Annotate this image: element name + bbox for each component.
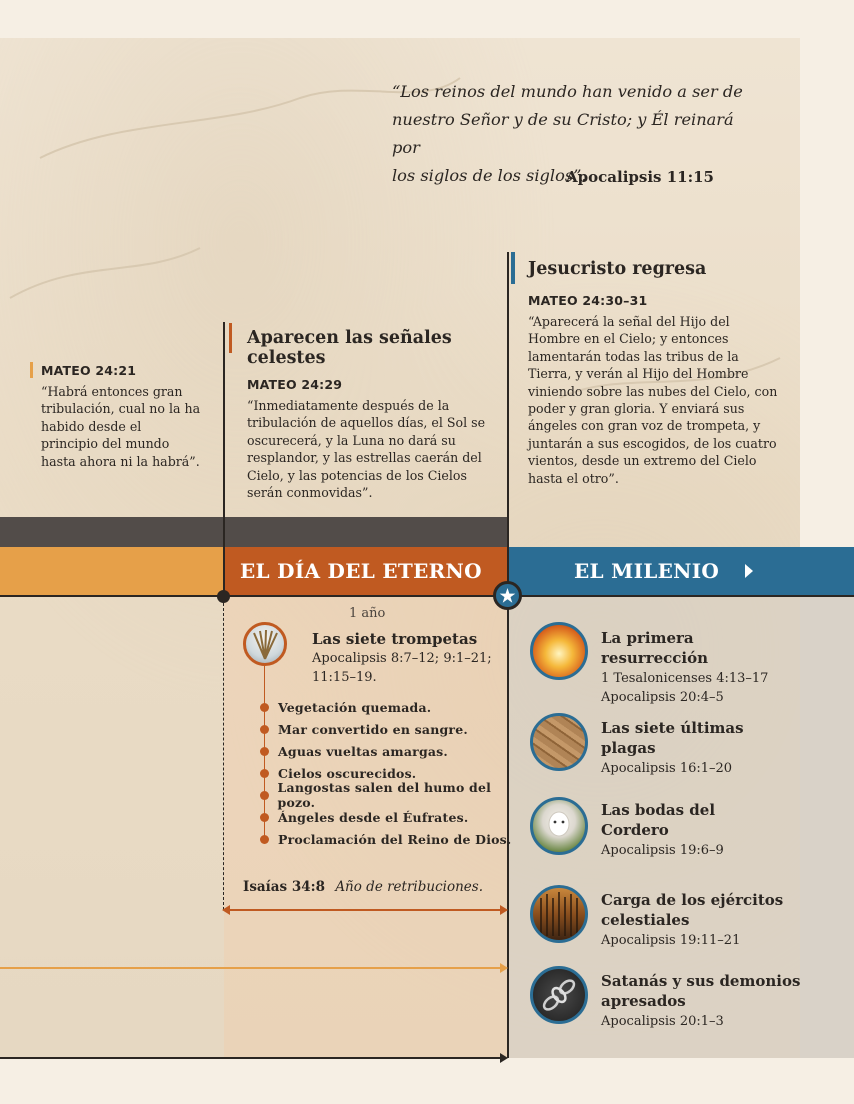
footer-ref: Isaías 34:8 <box>243 879 326 895</box>
millennium-panel-edge <box>800 595 854 1058</box>
bullet-icon <box>260 703 269 712</box>
list-item: Vegetación quemada. <box>260 696 520 718</box>
mid-heading: Aparecen las señales celestes <box>247 328 452 368</box>
right-accent-bar <box>511 252 515 284</box>
list-item: Langostas salen del humo del pozo. <box>260 784 520 806</box>
millennium-label: EL MILENIO <box>574 559 720 583</box>
quote-line: los siglos de los siglos”. <box>392 166 587 185</box>
bullet-icon <box>260 791 269 800</box>
right-ref: MATEO 24:30–31 <box>528 293 648 308</box>
right-heading: Jesucristo regresa <box>528 259 707 279</box>
chevron-right-icon <box>743 563 755 579</box>
list-item: Proclamación del Reino de Dios. <box>260 828 520 850</box>
millennium-item-refs: Apocalipsis 19:6–9 <box>601 843 724 858</box>
trumpets-refs: Apocalipsis 8:7–12; 9:1–21; 11:15–19. <box>312 651 492 685</box>
timeline-marker-right <box>507 252 509 1058</box>
millennium-item-refs: 1 Tesalonicenses 4:13–17 Apocalipsis 20:4–5 <box>601 671 769 705</box>
timeline-axis <box>0 595 854 597</box>
timeline-dark-band <box>0 517 508 547</box>
timeline-marker-mid <box>223 322 225 598</box>
list-item: Aguas vueltas amargas. <box>260 740 520 762</box>
bullet-icon <box>260 747 269 756</box>
lamb-icon <box>530 797 588 855</box>
millennium-item-refs: Apocalipsis 19:11–21 <box>601 933 741 948</box>
millennium-item-title: Las bodas del Cordero <box>601 801 716 839</box>
day-of-lord-label: EL DÍA DEL ETERNO <box>240 559 482 583</box>
day-of-lord-band <box>224 547 508 595</box>
trumpets-list <box>260 696 520 850</box>
millennium-item-title: Satanás y sus demonios apresados <box>601 972 801 1010</box>
star-icon <box>493 581 522 610</box>
millennium-item-refs: Apocalipsis 20:1–3 <box>601 1014 724 1029</box>
tribulation-span-arrow <box>0 961 510 975</box>
quote-line: “Los reinos del mundo han venido a ser de <box>392 82 743 101</box>
bottom-span-arrow <box>0 1051 510 1065</box>
list-item: Ángeles desde el Éufrates. <box>260 806 520 828</box>
quote-line: nuestro Señor y de su Cristo; y Él reinará por <box>392 110 734 157</box>
trumpets-icon <box>243 622 287 666</box>
left-ref: MATEO 24:21 <box>41 363 137 378</box>
right-body: “Aparecerá la señal del Hijo del Hombre en el Cielo; y entonces lamentarán todas las tribus de la Tierra, y verán al Hijo del Hombre viniendo sobre las nubes del Cielo, con poder y gran gloria. Y enviará sus ángeles con gran voz de trompeta, y juntarán a sus escogidos, de los cuatro vientos, desde un extremo del Cielo hasta el otro”. <box>528 314 778 486</box>
quote-reference: Apocalipsis 11:15 <box>566 168 714 186</box>
mid-accent-bar <box>229 323 232 353</box>
trumpets-title: Las siete trompetas <box>312 630 478 648</box>
trumpets-footer <box>243 879 483 895</box>
year-span-arrow <box>222 903 510 917</box>
mid-body: “Inmediatamente después de la tribulación de aquellos días, el Sol se oscurecerá, y la Luna no dará su resplandor, y las estrellas caerán del Cielo, y las potencias de los Cielos serán conmovidas”. <box>247 398 486 501</box>
left-accent-bar <box>30 362 33 378</box>
footer-text: Año de retribuciones. <box>335 879 483 895</box>
fire-light-icon <box>530 622 588 680</box>
millennium-item-refs: Apocalipsis 16:1–20 <box>601 761 733 776</box>
bullet-icon <box>260 769 269 778</box>
bullet-icon <box>260 813 269 822</box>
year-bracket-line <box>223 598 224 910</box>
bullet-icon <box>260 725 269 734</box>
chain-icon <box>530 966 588 1024</box>
mid-ref: MATEO 24:29 <box>247 377 343 392</box>
millennium-item-title: Carga de los ejércitos celestiales <box>601 891 784 929</box>
list-item: Cielos oscurecidos. <box>260 762 520 784</box>
millennium-band[interactable] <box>508 547 854 595</box>
left-body: “Habrá entonces gran tribulación, cual no la ha habido desde el principio del mundo hasta ahora ni la habrá”. <box>41 384 201 469</box>
duration-label: 1 año <box>349 606 386 621</box>
millennium-item-title: La primera resurrección <box>601 629 709 667</box>
army-icon <box>530 885 588 943</box>
list-item: Mar convertido en sangre. <box>260 718 520 740</box>
bullet-icon <box>260 835 269 844</box>
tribulation-band <box>0 547 224 595</box>
millennium-item-title: Las siete últimas plagas <box>601 719 744 757</box>
cracked-earth-icon <box>530 713 588 771</box>
